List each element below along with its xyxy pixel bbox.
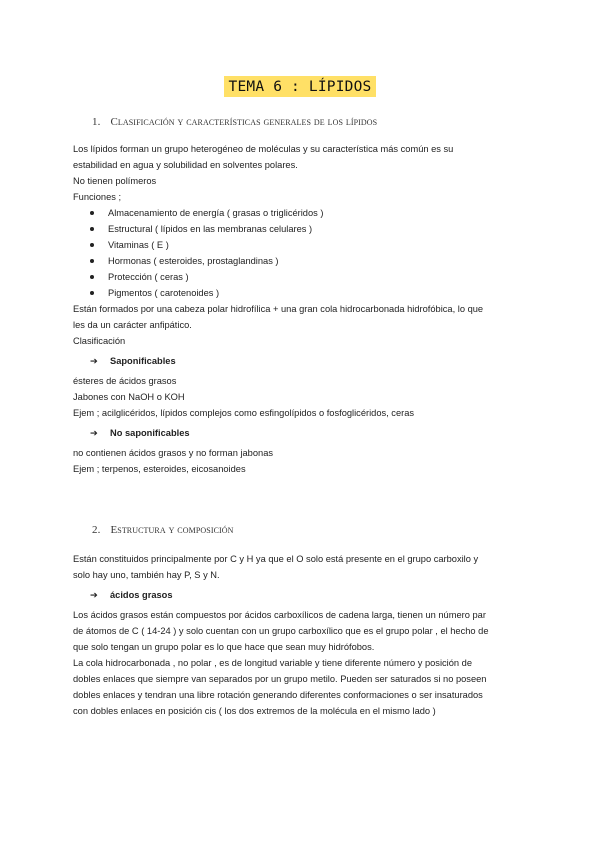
saponificables-heading: [73, 353, 523, 369]
list-item: Protección ( ceras ): [73, 269, 523, 285]
no-saponificables-label: No saponificables: [110, 428, 190, 438]
page-title: TEMA 6 : LÍPIDOS: [224, 76, 377, 97]
acidos-grasos-heading: [73, 587, 523, 603]
paragraph-line: Funciones ;: [73, 192, 122, 202]
section-2-heading: [92, 524, 234, 536]
section-1-title: Clasificación y características generales de los lípidos: [110, 116, 378, 128]
functions-list: [73, 205, 523, 301]
paragraph-line: que solo tengan un grupo polar es lo que hace que sean muy hidrófobos.: [73, 642, 375, 652]
paragraph-line: Los lípidos forman un grupo heterogéneo de moléculas y su característica más común es su: [73, 144, 454, 154]
section-2-body: [73, 551, 523, 719]
paragraph-line: dobles enlaces y tendran una libre rotación generando diferentes conformaciones o ser insaturados: [73, 690, 483, 700]
paragraph-line: solo hay uno, también hay P, S y N.: [73, 570, 220, 580]
paragraph-line: de átomos de C ( 14-24 ) y solo cuentan con un grupo carboxílico que es el grupo polar , el hecho de: [73, 626, 489, 636]
paragraph-line: les da un carácter anfipático.: [73, 320, 192, 330]
paragraph-line: No tienen polímeros: [73, 176, 157, 186]
section-1-heading: [92, 116, 377, 128]
paragraph-line: estabilidad en agua y solubilidad en solventes polares.: [73, 160, 298, 170]
arrow-icon: ➔: [90, 590, 98, 600]
paragraph-line: con dobles enlaces en posición cis ( los dos extremos de la molécula en el mismo lado ): [73, 706, 436, 716]
no-saponificables-heading: [73, 425, 523, 441]
section-2-title: Estructura y composición: [110, 524, 234, 536]
section-1-number: 1.: [92, 116, 101, 128]
arrow-icon: ➔: [90, 428, 98, 438]
arrow-icon: ➔: [90, 356, 98, 366]
section-2-number: 2.: [92, 524, 101, 536]
paragraph-line: Clasificación: [73, 336, 126, 346]
paragraph-line: ésteres de ácidos grasos: [73, 376, 177, 386]
title-container: [0, 76, 600, 97]
list-item: Estructural ( lípidos en las membranas celulares ): [73, 221, 523, 237]
paragraph-line: Ejem ; acilglicéridos, lípidos complejos como esfingolípidos o fosfoglicéridos, ceras: [73, 408, 415, 418]
paragraph-line: no contienen ácidos grasos y no forman jabonas: [73, 448, 274, 458]
paragraph-line: dobles enlaces que siempre van separados por un grupo metilo. Pueden ser saturados si no poseen: [73, 674, 487, 684]
paragraph-line: Jabones con NaOH o KOH: [73, 392, 185, 402]
paragraph-line: Ejem ; terpenos, esteroides, eicosanoides: [73, 464, 246, 474]
list-item: Hormonas ( esteroides, prostaglandinas ): [73, 253, 523, 269]
paragraph-line: Los ácidos grasos están compuestos por ácidos carboxílicos de cadena larga, tienen un número par: [73, 610, 486, 620]
acidos-grasos-label: ácidos grasos: [110, 590, 173, 600]
list-item: Pigmentos ( carotenoides ): [73, 285, 523, 301]
paragraph-line: Están constituidos principalmente por C y H ya que el O solo está presente en el grupo carboxilo y: [73, 554, 479, 564]
list-item: Almacenamiento de energía ( grasas o triglicéridos ): [73, 205, 523, 221]
paragraph-line: Están formados por una cabeza polar hidrofílica + una gran cola hidrocarbonada hidrofóbica, lo que: [73, 304, 484, 314]
saponificables-label: Saponificables: [110, 356, 176, 366]
list-item: Vitaminas ( E ): [73, 237, 523, 253]
section-1-body: [73, 141, 523, 477]
paragraph-line: La cola hidrocarbonada , no polar , es de longitud variable y tiene diferente número y posición de: [73, 658, 472, 668]
